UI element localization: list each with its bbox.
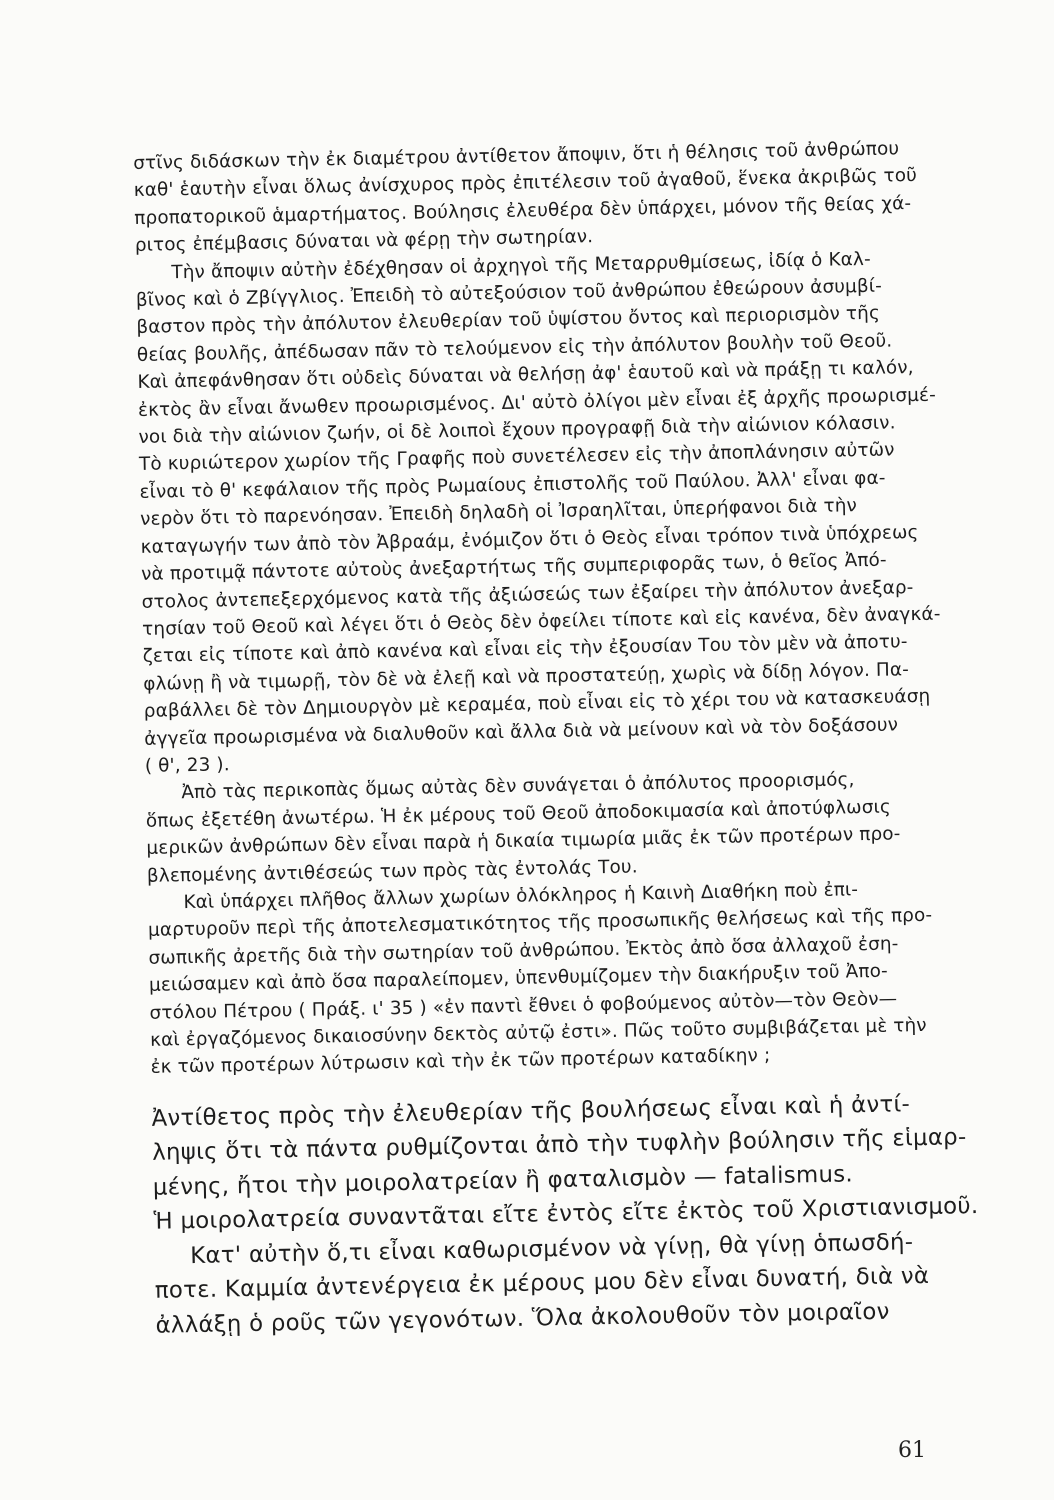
text-line: ἐκτὸς ἂν εἶναι ἄνωθεν προωρισμένος. Δι' αὐτὸ ὀλίγοι μὲν εἶναι ἐξ ἀρχῆς προωρισμέ- <box>137 384 937 421</box>
text-line: νοι διὰ τὴν αἰώνιον ζωήν, οἱ δὲ λοιποὶ ἔχουν προγραφῇ διὰ τὴν αἰώνιον κόλασιν. <box>138 412 896 449</box>
text-line: βῖνος καὶ ὁ Ζβίγγλιος. Ἐπειδὴ τὸ αὐτεξούσιον τοῦ ἀνθρώπου ἐθεώρουν ἀσυμβί- <box>135 275 883 312</box>
text-line: Τὸ κυριώτερον χωρίον τῆς Γραφῆς ποὺ συνετέλεσεν εἰς τὴν ἀποπλάνησιν αὐτῶν <box>138 439 895 476</box>
text-line: ληψις ὅτι τὰ πάντα ρυθμίζονται ἀπὸ τὴν τυφλὴν βούλησιν τῆς εἱμαρ- <box>152 1124 967 1167</box>
text-line: στῖνς διδάσκων τὴν ἐκ διαμέτρου ἀντίθετον ἄποψιν, ὅτι ἡ θέλησις τοῦ ἀνθρώπου <box>133 138 900 174</box>
text-line: μερικῶν ἀνθρώπων δὲν εἶναι παρὰ ἡ δικαία τιμωρία μιᾶς ἐκ τῶν προτέρων προ- <box>146 823 901 860</box>
text-line: ζεται εἰς τίποτε καὶ ἀπὸ κανένα καὶ εἶναι εἰς τὴν ἐξουσίαν Του τὸν μὲν νὰ ἀποτυ- <box>142 631 908 668</box>
page-text <box>133 135 979 1343</box>
paragraph-start-line: Τὴν ἄποψιν αὐτὴν ἐδέχθησαν οἱ ἀρχηγοὶ τῆς Μεταρρυθμίσεως, ἰδίᾳ ὁ Καλ- <box>171 248 871 283</box>
small-print-section <box>133 135 941 1082</box>
text-line: καταγωγήν των ἀπὸ τὸν Ἀβραάμ, ἐνόμιζον ὅτι ὁ Θεὸς εἶναι τρόπον τινὰ ὑπόχρεως <box>140 521 919 558</box>
text-line: βλεπομένης ἀντιθέσεώς των πρὸς τὰς ἐντολάς Του. <box>146 856 638 887</box>
text-line: ( θ', 23 ). <box>144 754 230 777</box>
text-line: ἀλλάξῃ ὁ ροῦς τῶν γεγονότων. Ὅλα ἀκολουθοῦν τὸν μοιραῖον <box>155 1298 890 1339</box>
text-line: μειώσαμεν καὶ ἀπὸ ὅσα παραλείπομεν, ὑπενθυμίζομεν τὴν διακήρυξιν τοῦ Ἀπο- <box>148 960 888 997</box>
text-line: Καὶ ἀπεφάνθησαν ὅτι οὐδεὶς δύναται νὰ θελήσῃ ἀφ' ἑαυτοῦ καὶ νὰ πράξῃ τι καλόν, <box>137 357 914 394</box>
text-line: στολος ἀντεπεξερχόμενος κατὰ τῆς ἀξιώσεώς των ἐξαίρει τὴν ἀπόλυτον ἀνεξαρ- <box>141 576 914 613</box>
text-line: Ἡ μοιρολατρεία συναντᾶται εἴτε ἐντὸς εἴτε ἐκτὸς τοῦ Χριστιανισμοῦ. <box>153 1193 979 1236</box>
text-line: προπατορικοῦ ἁμαρτήματος. Βούλησις ἐλευθέρα δὲν ὑπάρχει, μόνον τῆς θείας χά- <box>134 192 912 229</box>
text-line: θείας βουλῆς, ἀπέδωσαν πᾶν τὸ τελούμενον εἰς τὴν ἀπόλυτον βουλὴν τοῦ Θεοῦ. <box>136 330 893 366</box>
paragraph-start-line: Ἀπὸ τὰς περικοπὰς ὅμως αὐτὰς δὲν συνάγεται ὁ ἀπόλυτος προορισμός, <box>181 769 855 804</box>
paragraph-start-line: Καὶ ὑπάρχει πλῆθος ἄλλων χωρίων ὁλόκληρος ἡ Καινὴ Διαθήκη ποὺ ἐπι- <box>183 879 859 914</box>
text-line: ἀγγεῖα προωρισμένα νὰ διαλυθοῦν καὶ ἄλλα διὰ νὰ μείνουν καὶ νὰ τὸν δοξάσουν <box>144 713 899 750</box>
text-line: ραβάλλει δὲ τὸν Δημιουργὸν μὲ κεραμέα, ποὺ εἶναι εἰς τὸ χέρι του νὰ κατασκευάσῃ <box>143 685 931 723</box>
text-line: νὰ προτιμᾷ πάντοτε αὐτοὺς ἀνεξαρτήτως τῆς συμπεριφορᾶς των, ὁ θεῖος Ἀπό- <box>140 549 887 586</box>
paragraph-start-line: Κατ' αὐτὴν ὅ,τι εἶναι καθωρισμένον νὰ γίνῃ, θὰ γίνῃ ὁπωσδή- <box>189 1229 914 1269</box>
text-line: μαρτυροῦν περὶ τῆς ἀποτελεσματικότητος τῆς προσωπικῆς θελήσεως καὶ τῆς προ- <box>147 905 933 942</box>
text-line: ἐκ τῶν προτέρων λύτρωσιν καὶ τὴν ἐκ τῶν προτέρων καταδίκην ; <box>150 1045 771 1079</box>
text-line: τησίαν τοῦ Θεοῦ καὶ λέγει ὅτι ὁ Θεὸς δὲν ὀφείλει τίποτε καὶ εἰς κανένα, δὲν ἀναγκά- <box>142 603 941 640</box>
text-line: ὅπως ἐξετέθη ἀνωτέρω. Ἡ ἐκ μέρους τοῦ Θεοῦ ἀποδοκιμασία καὶ ἀποτύφλωσις <box>145 796 892 832</box>
text-line: καὶ ἐργαζόμενος δικαιοσύνην δεκτὸς αὐτῷ ἐστι». Πῶς τοῦτο συμβιβάζεται μὲ τὴν <box>149 1014 927 1051</box>
text-line: νερὸν ὅτι τὸ παρενόησαν. Ἐπειδὴ δηλαδὴ οἱ Ἰσραηλῖται, ὑπερήφανοι διὰ τὴν <box>139 495 858 531</box>
text-line: εἶναι τὸ θ' κεφάλαιον τῆς πρὸς Ρωμαίους ἐπιστολῆς τοῦ Παύλου. Ἀλλ' εἶναι φα- <box>139 467 886 503</box>
text-line: ποτε. Καμμία ἀντενέργεια ἐκ μέρους μου δὲν εἶναι δυνατή, διὰ νὰ <box>154 1263 930 1305</box>
text-line: φλώνῃ ἢ νὰ τιμωρῇ, τὸν δὲ νὰ ἐλεῇ καὶ νὰ προστατεύῃ, χωρὶς νὰ δίδῃ λόγον. Πα- <box>143 658 910 695</box>
text-line: ριτος ἐπέμβασις δύναται νὰ φέρῃ τὴν σωτηρίαν. <box>134 226 594 257</box>
large-print-section <box>151 1086 979 1343</box>
text-line: καθ' ἑαυτὴν εἶναι ὅλως ἀνίσχυρος πρὸς ἐπιτέλεσιν τοῦ ἀγαθοῦ, ἕνεκα ἀκριβῶς τοῦ <box>133 165 918 202</box>
page-number: 61 <box>898 1438 926 1463</box>
text-line: μένης, ἤτοι τὴν μοιρολατρείαν ἢ φαταλισμὸν — fatalismus. <box>152 1161 854 1201</box>
text-line: στόλου Πέτρου ( Πράξ. ι' 35 ) «ἐν παντὶ ἔθνει ὁ φοβούμενος αὐτὸν—τὸν Θεὸν— <box>149 988 898 1024</box>
text-line: σωπικῆς ἀρετῆς διὰ τὴν σωτηρίαν τοῦ ἀνθρώπου. Ἐκτὸς ἀπὸ ὅσα ἀλλαχοῦ ἐση- <box>148 933 899 969</box>
text-line: Ἀντίθετος πρὸς τὴν ἐλευθερίαν τῆς βουλήσεως εἶναι καὶ ἡ ἀντί- <box>151 1091 911 1132</box>
text-line: βαστον πρὸς τὴν ἀπόλυτον ἐλευθερίαν τοῦ ὑψίστου ὄντος καὶ περιορισμὸν τῆς <box>136 303 881 339</box>
